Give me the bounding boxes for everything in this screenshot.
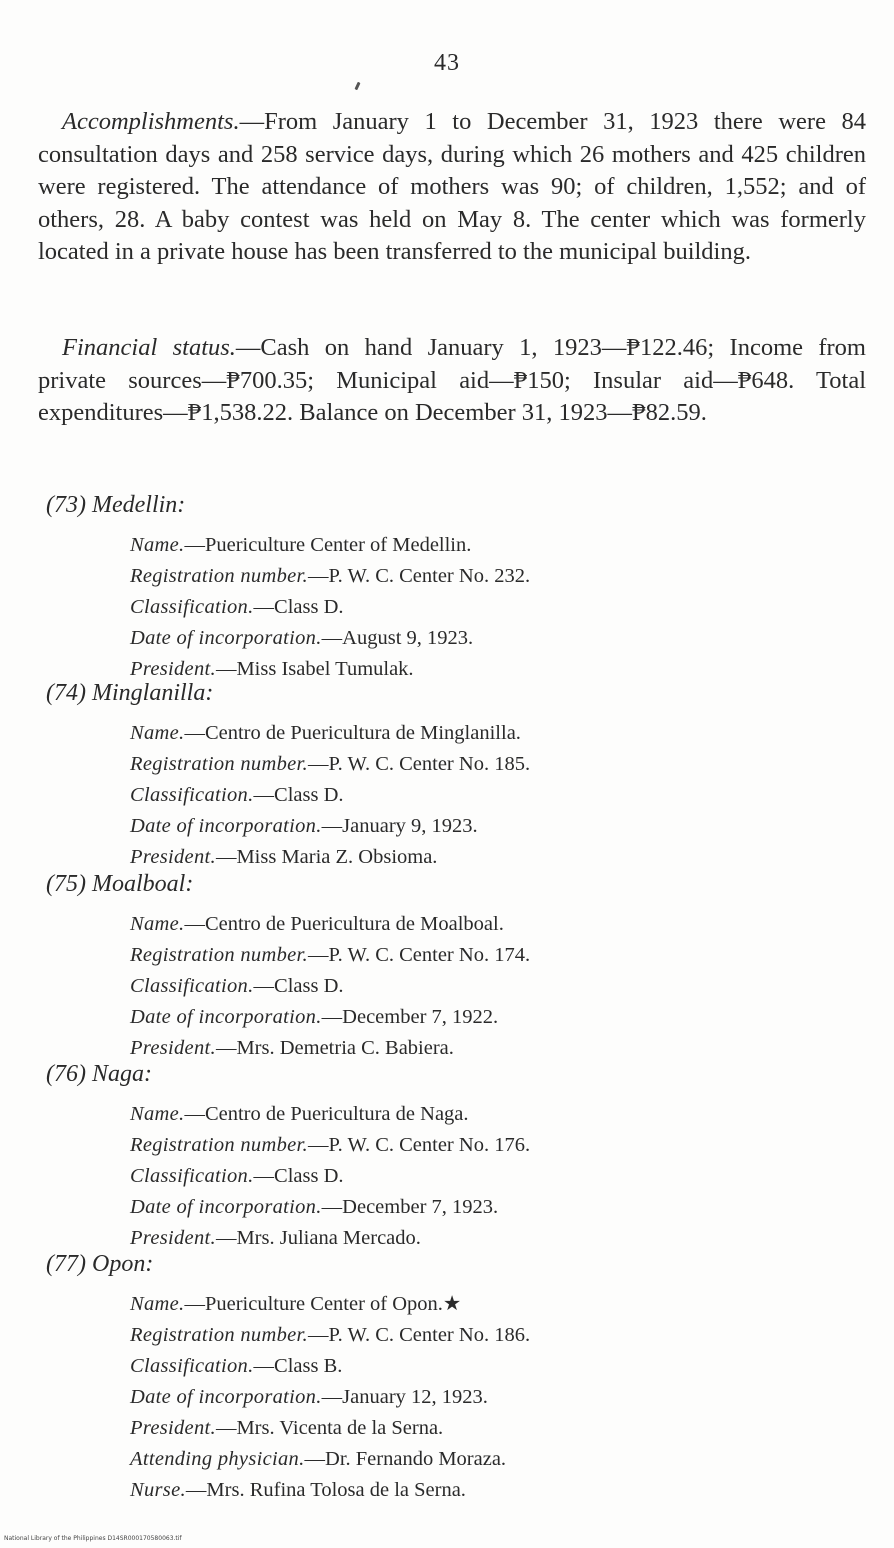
entry-fields bbox=[130, 1289, 806, 1506]
field-date-of-incorporation bbox=[130, 623, 806, 654]
field-classification bbox=[130, 1161, 806, 1192]
paragraph-text: —Cash on hand January 1, 1923—₱122.46; Income from private sources—₱700.35; Municipal aid—₱150; Insular aid—₱648. Total expenditures—₱1,538.22. Balance on December 31, 1923—₱82.59. bbox=[38, 334, 866, 426]
field-nurse bbox=[130, 1475, 806, 1506]
entry-place: Naga: bbox=[91, 1061, 152, 1087]
field-classification bbox=[130, 592, 806, 623]
field-value: —Miss Isabel Tumulak. bbox=[215, 658, 414, 680]
field-label: Name. bbox=[130, 1103, 185, 1125]
entry-place: Moalboal: bbox=[91, 871, 194, 897]
entry-moalboal bbox=[46, 869, 806, 1064]
entry-heading bbox=[46, 490, 806, 520]
field-label: Date of incorporation. bbox=[130, 627, 322, 649]
entry-fields bbox=[130, 1099, 806, 1254]
field-classification bbox=[130, 1351, 806, 1382]
field-label: Attending physician. bbox=[130, 1448, 305, 1470]
field-value: —December 7, 1922. bbox=[321, 1006, 499, 1028]
field-value: —Mrs. Rufina Tolosa de la Serna. bbox=[185, 1479, 466, 1501]
entry-fields bbox=[130, 530, 806, 685]
field-label: Name. bbox=[130, 1293, 185, 1315]
field-registration-number bbox=[130, 1130, 806, 1161]
field-value: —December 7, 1923. bbox=[321, 1196, 499, 1218]
scan-speck bbox=[354, 82, 360, 91]
field-value: —Centro de Puericultura de Minglanilla. bbox=[184, 722, 521, 744]
entry-fields bbox=[130, 909, 806, 1064]
field-value: —Puericulture Center of Opon.★ bbox=[184, 1293, 462, 1315]
field-value: —Mrs. Juliana Mercado. bbox=[215, 1227, 421, 1249]
entry-minglanilla bbox=[46, 678, 806, 873]
field-date-of-incorporation bbox=[130, 1382, 806, 1413]
field-value: —Class D. bbox=[253, 975, 344, 997]
field-value: —P. W. C. Center No. 186. bbox=[307, 1324, 531, 1346]
field-label: Classification. bbox=[130, 1355, 254, 1377]
entry-heading bbox=[46, 1059, 806, 1089]
financial-status-paragraph bbox=[38, 332, 866, 430]
entry-heading bbox=[46, 1249, 806, 1279]
field-value: —Class D. bbox=[253, 1165, 344, 1187]
field-value: —January 12, 1923. bbox=[321, 1386, 488, 1408]
field-label: Date of incorporation. bbox=[130, 815, 322, 837]
entry-number: (75) bbox=[46, 871, 86, 897]
field-label: Name. bbox=[130, 534, 185, 556]
field-value: —Miss Maria Z. Obsioma. bbox=[215, 846, 438, 868]
field-date-of-incorporation bbox=[130, 1002, 806, 1033]
field-registration-number bbox=[130, 940, 806, 971]
entry-heading bbox=[46, 869, 806, 899]
accomplishments-paragraph bbox=[38, 106, 866, 269]
field-label: Registration number. bbox=[130, 1324, 308, 1346]
entry-opon bbox=[46, 1249, 806, 1506]
field-name bbox=[130, 530, 806, 561]
field-value: —Centro de Puericultura de Moalboal. bbox=[184, 913, 504, 935]
field-value: —Class D. bbox=[253, 596, 344, 618]
entry-fields bbox=[130, 718, 806, 873]
paragraph-lead: Accomplishments. bbox=[62, 108, 240, 135]
entry-place: Minglanilla: bbox=[91, 680, 214, 706]
field-label: Classification. bbox=[130, 596, 254, 618]
field-date-of-incorporation bbox=[130, 1192, 806, 1223]
field-value: —Class B. bbox=[253, 1355, 343, 1377]
field-value: —January 9, 1923. bbox=[321, 815, 478, 837]
field-label: President. bbox=[130, 658, 216, 680]
entry-number: (73) bbox=[46, 492, 86, 518]
field-label: President. bbox=[130, 1037, 216, 1059]
field-value: —P. W. C. Center No. 174. bbox=[307, 944, 531, 966]
field-label: Name. bbox=[130, 913, 185, 935]
field-value: —Class D. bbox=[253, 784, 344, 806]
field-label: Date of incorporation. bbox=[130, 1196, 322, 1218]
field-name bbox=[130, 718, 806, 749]
field-value: —Puericulture Center of Medellin. bbox=[184, 534, 472, 556]
entry-number: (74) bbox=[46, 680, 86, 706]
paragraph-lead: Financial status. bbox=[62, 334, 236, 361]
field-value: —Mrs. Demetria C. Babiera. bbox=[215, 1037, 454, 1059]
field-value: —Mrs. Vicenta de la Serna. bbox=[215, 1417, 444, 1439]
scan-footer: National Library of the Philippines D14SR000170580063.tif bbox=[4, 1535, 182, 1542]
field-label: Registration number. bbox=[130, 1134, 308, 1156]
field-label: Registration number. bbox=[130, 753, 308, 775]
entry-place: Medellin: bbox=[91, 492, 186, 518]
field-classification bbox=[130, 971, 806, 1002]
field-label: Date of incorporation. bbox=[130, 1386, 322, 1408]
field-value: —P. W. C. Center No. 185. bbox=[307, 753, 531, 775]
field-label: Registration number. bbox=[130, 565, 308, 587]
field-label: Classification. bbox=[130, 975, 254, 997]
field-classification bbox=[130, 780, 806, 811]
field-label: Name. bbox=[130, 722, 185, 744]
field-name bbox=[130, 1289, 806, 1320]
field-president bbox=[130, 1413, 806, 1444]
page-number: 43 bbox=[434, 50, 460, 76]
entry-place: Opon: bbox=[91, 1251, 154, 1277]
field-label: President. bbox=[130, 1417, 216, 1439]
entry-number: (76) bbox=[46, 1061, 86, 1087]
field-value: —Dr. Fernando Moraza. bbox=[304, 1448, 507, 1470]
field-label: Classification. bbox=[130, 1165, 254, 1187]
field-value: —P. W. C. Center No. 232. bbox=[307, 565, 531, 587]
entry-medellin bbox=[46, 490, 806, 685]
field-registration-number bbox=[130, 749, 806, 780]
entry-naga bbox=[46, 1059, 806, 1254]
field-label: Registration number. bbox=[130, 944, 308, 966]
field-value: —P. W. C. Center No. 176. bbox=[307, 1134, 531, 1156]
field-label: President. bbox=[130, 846, 216, 868]
field-date-of-incorporation bbox=[130, 811, 806, 842]
field-name bbox=[130, 909, 806, 940]
field-value: —August 9, 1923. bbox=[321, 627, 474, 649]
paragraph-text: —From January 1 to December 31, 1923 there were 84 consultation days and 258 service days, during which 26 mothers and 425 children were registered. The attendance of mothers was 90; of children, 1,552; and of others, 28. A baby contest was held on May 8. The center which was formerly located in a private house has been transferred to the municipal building. bbox=[38, 108, 866, 265]
field-value: —Centro de Puericultura de Naga. bbox=[184, 1103, 469, 1125]
field-label: Classification. bbox=[130, 784, 254, 806]
field-registration-number bbox=[130, 1320, 806, 1351]
field-label: President. bbox=[130, 1227, 216, 1249]
field-attending-physician bbox=[130, 1444, 806, 1475]
entry-number: (77) bbox=[46, 1251, 86, 1277]
field-label: Date of incorporation. bbox=[130, 1006, 322, 1028]
field-label: Nurse. bbox=[130, 1479, 186, 1501]
entry-heading bbox=[46, 678, 806, 708]
field-name bbox=[130, 1099, 806, 1130]
field-registration-number bbox=[130, 561, 806, 592]
